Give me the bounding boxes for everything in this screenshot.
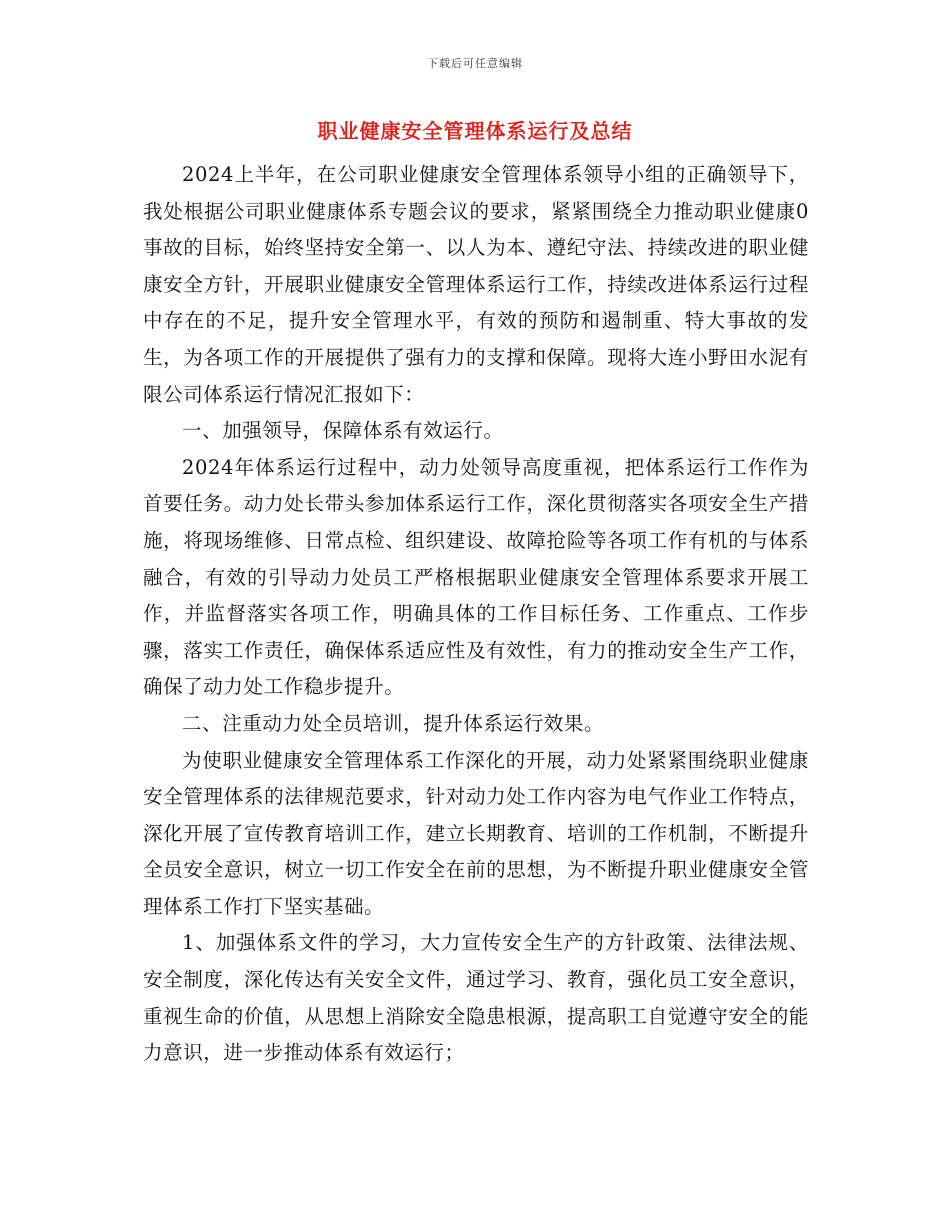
paragraph-leadership: 2024年体系运行过程中，动力处领导高度重视，把体系运行工作作为首要任务。动力处长带头参加体系运行工作，深化贯彻落实各项安全生产措施，将现场维修、日常点检、组织建设、故障抢险等各项工作有机的与体系融合，有效的引导动力处员工严格根据职业健康安全管理体系要求开展工作，并监督落实各项工作，明确具体的工作目标任务、工作重点、工作步骤，落实工作责任，确保体系适应性及有效性，有力的推动安全生产工作，确保了动力处工作稳步提升。 [143,455,809,699]
page-header-note: 下载后可任意编辑 [427,57,523,70]
section-heading-2: 二、注重动力处全员培训，提升体系运行效果。 [182,711,605,735]
paragraph-training: 为使职业健康安全管理体系工作深化的开展，动力处紧紧围绕职业健康安全管理体系的法律规范要求，针对动力处工作内容为电气作业工作特点，深化开展了宣传教育培训工作，建立长期教育、培训的工作机制，不断提升全员安全意识，树立一切工作安全在前的思想，为不断提升职业健康安全管理体系工作打下坚实基础。 [143,748,809,918]
document-title: 职业健康安全管理体系运行及总结 [317,119,633,143]
section-heading-1: 一、加强领导，保障体系有效运行。 [182,419,504,443]
paragraph-item-1: 1、加强体系文件的学习，大力宣传安全生产的方针政策、法律法规、安全制度，深化传达有关安全文件，通过学习、教育，强化员工安全意识，重视生命的价值，从思想上消除安全隐患根源，提高职工自觉遵守安全的能力意识，进一步推动体系有效运行； [143,931,809,1065]
paragraph-intro: 2024上半年，在公司职业健康安全管理体系领导小组的正确领导下，我处根据公司职业健康体系专题会议的要求，紧紧围绕全力推动职业健康0事故的目标，始终坚持安全第一、以人为本、遵纪守法、持续改进的职业健康安全方针，开展职业健康安全管理体系运行工作，持续改进体系运行过程中存在的不足，提升安全管理水平，有效的预防和遏制重、特大事故的发生，为各项工作的开展提供了强有力的支撑和保障。现将大连小野田水泥有限公司体系运行情况汇报如下： [143,163,809,406]
document-body [143,157,809,1072]
